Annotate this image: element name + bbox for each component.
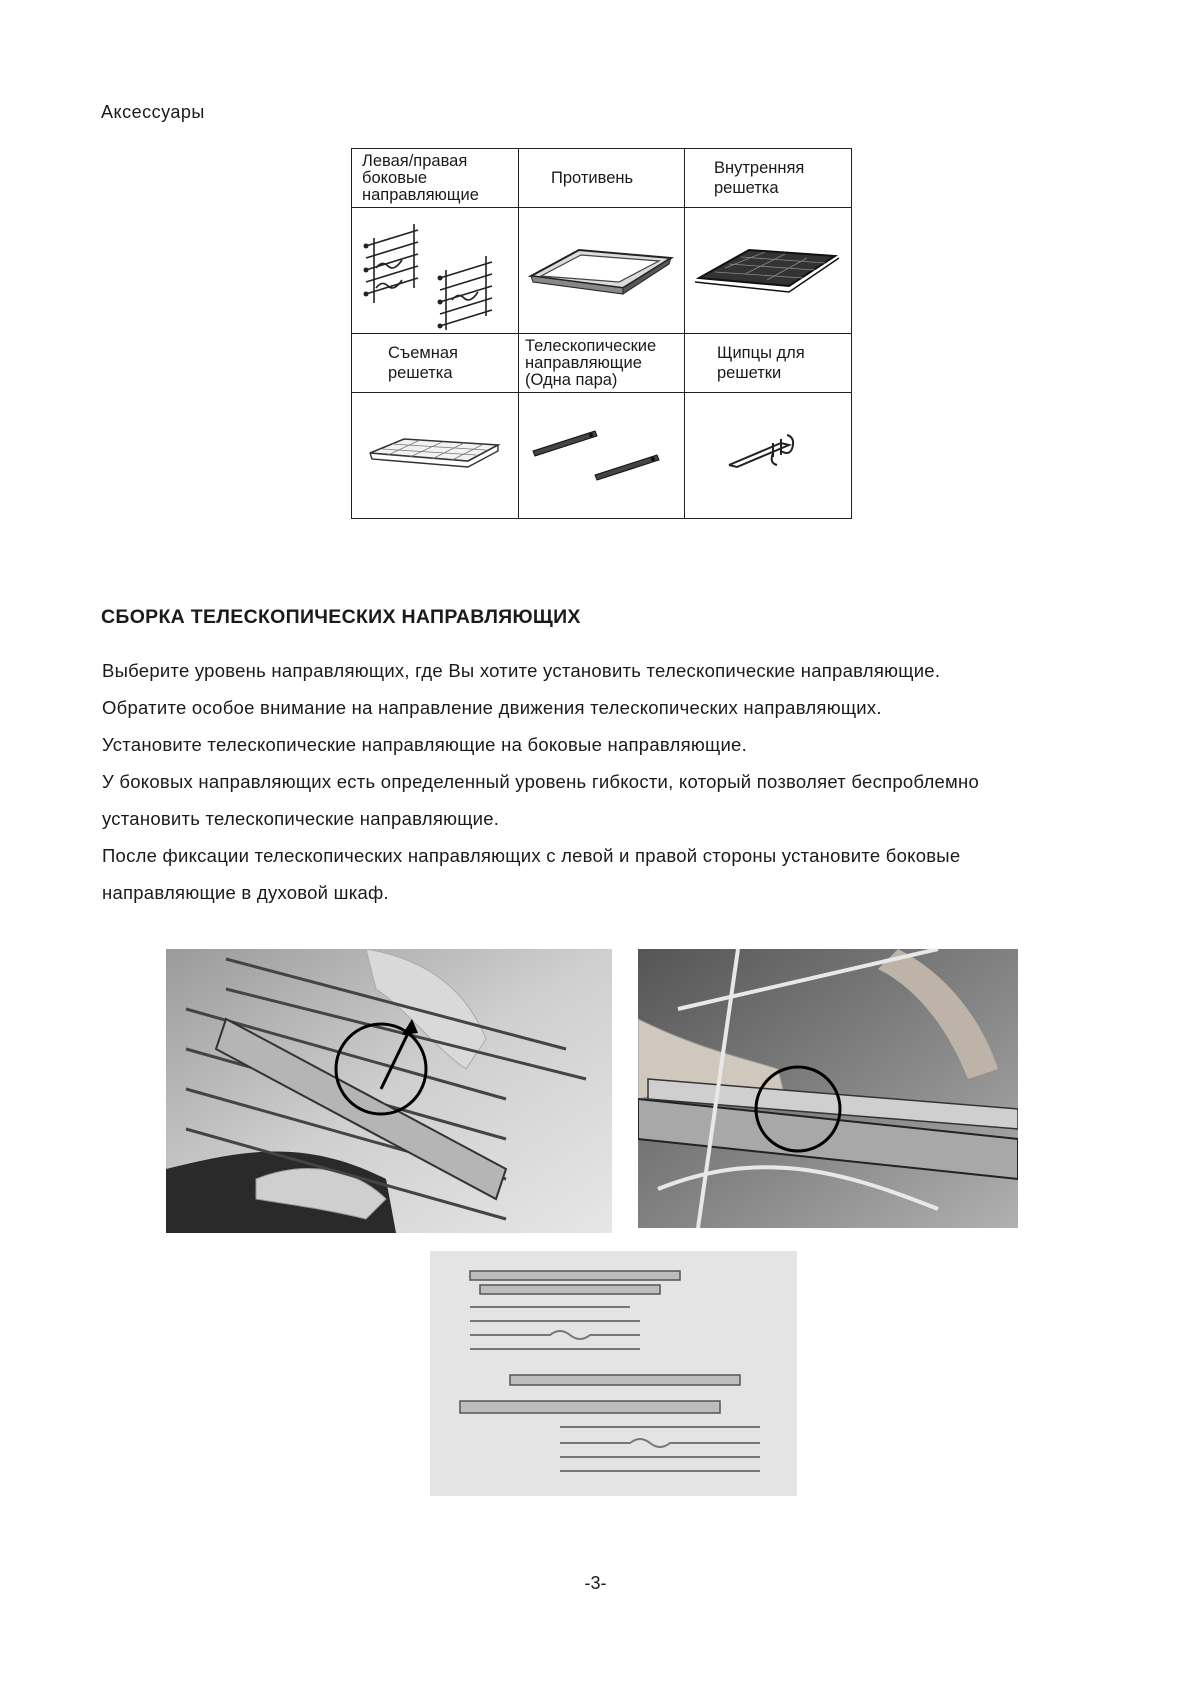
assembled-rails-photo xyxy=(430,1251,797,1496)
inner-grid-icon xyxy=(685,208,851,333)
page-number: -3- xyxy=(584,1573,607,1593)
instruction-line: У боковых направляющих есть определенный уровень гибкости, который позволяет беспроблемно xyxy=(102,771,979,792)
image-cell xyxy=(519,208,685,334)
side-rails-icon xyxy=(352,208,518,333)
label-inner-grid: Внутренняя решетка xyxy=(714,159,805,197)
section-heading: СБОРКА ТЕЛЕСКОПИЧЕСКИХ НАПРАВЛЯЮЩИХ xyxy=(101,606,581,628)
instruction-line: направляющие в духовой шкаф. xyxy=(102,882,389,903)
image-cell xyxy=(352,393,519,519)
label-cell xyxy=(685,149,852,208)
label-side-rails: Левая/правая боковые направляющие xyxy=(362,151,479,204)
image-cell xyxy=(352,208,519,334)
label-cell xyxy=(685,334,852,393)
label-rack-tongs: Щипцы для решетки xyxy=(717,344,805,382)
accessories-title: Аксессуары xyxy=(101,102,205,122)
image-cell xyxy=(685,208,852,334)
telescopic-rails-icon xyxy=(519,393,684,518)
label-baking-tray: Противень xyxy=(551,168,634,187)
instruction-line: установить телескопические направляющие. xyxy=(102,808,500,829)
baking-tray-icon xyxy=(519,208,684,333)
rack-tongs-icon xyxy=(685,393,851,518)
rail-closeup-photo xyxy=(638,949,1018,1228)
instruction-line: Выберите уровень направляющих, где Вы хотите установить телескопические направляющие. xyxy=(102,660,941,681)
instruction-line: Установите телескопические направляющие на боковые направляющие. xyxy=(102,734,747,755)
image-cell xyxy=(685,393,852,519)
label-telescopic-rails: Телескопические направляющие (Одна пара) xyxy=(525,336,657,389)
label-cell xyxy=(519,149,685,208)
hands-installing-rail-photo xyxy=(166,949,612,1233)
image-cell xyxy=(519,393,685,519)
accessories-table xyxy=(351,148,852,519)
label-cell xyxy=(352,334,519,393)
removable-rack-icon xyxy=(352,393,518,518)
label-cell xyxy=(352,149,519,208)
instructions xyxy=(102,652,1142,911)
label-removable-rack: Съемная решетка xyxy=(388,344,458,382)
instruction-line: После фиксации телескопических направляющих с левой и правой стороны установите боковые xyxy=(102,845,961,866)
instruction-line: Обратите особое внимание на направление движения телескопических направляющих. xyxy=(102,697,882,718)
label-cell xyxy=(519,334,685,393)
